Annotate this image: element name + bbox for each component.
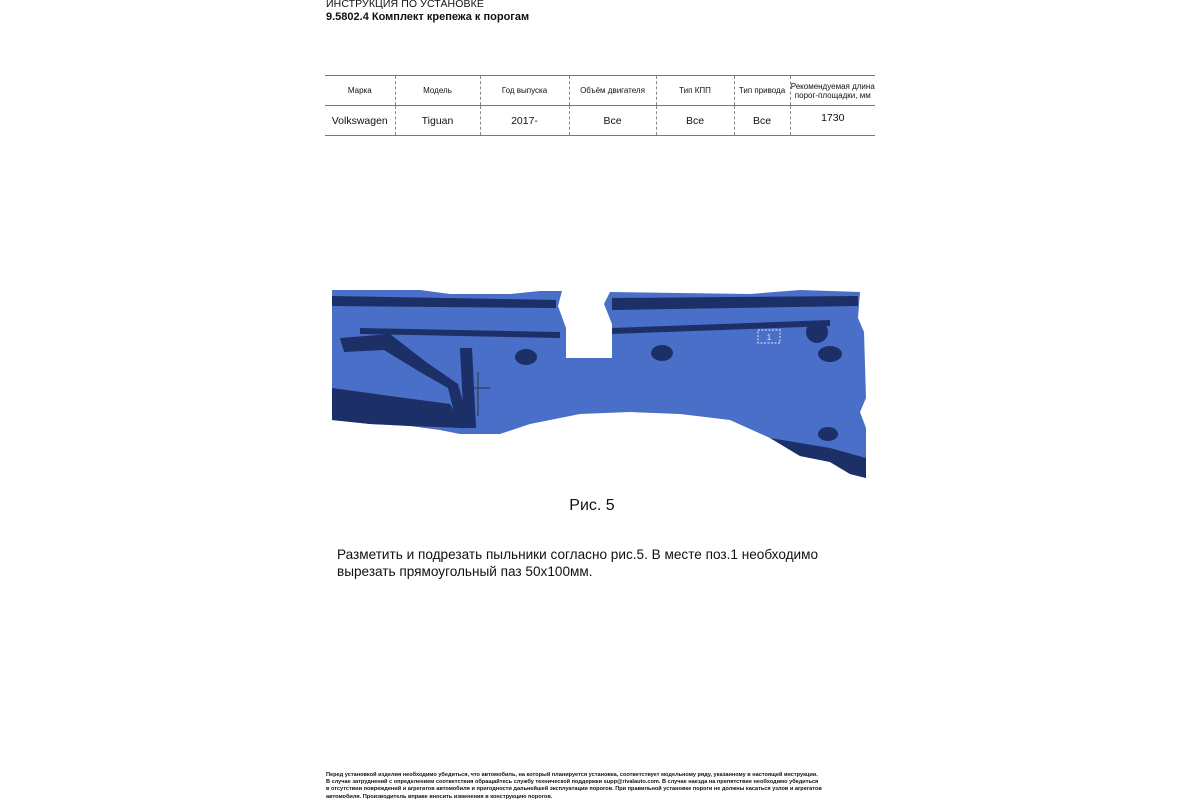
col-header-model: Модель <box>395 76 480 106</box>
cell-drive: Все <box>734 106 790 136</box>
cell-year: 2017- <box>480 106 569 136</box>
instruction-text: Разметить и подрезать пыльники согласно рис.5. В месте поз.1 необходимо вырезать прямоугольный паз 50х100мм. <box>337 547 819 579</box>
spec-header-row <box>325 76 875 106</box>
footer-line: автомобиля. Производитель вправе вносить изменения в конструкцию порогов. <box>326 793 553 800</box>
col-header-gearbox: Тип КПП <box>656 76 734 106</box>
position-1-label: 1 <box>766 333 772 342</box>
vehicle-spec-table <box>325 75 875 136</box>
cell-model: Tiguan <box>395 106 480 136</box>
footer-line: в отсутствии повреждений и агрегатов автомобиля и пригодности дальнейшей эксплуатации порогов. При правильной установке пороги не должны касаться узлов и агрегатов <box>326 786 822 793</box>
legal-footer <box>326 772 886 801</box>
cell-gearbox: Все <box>656 106 734 136</box>
document-title: 9.5802.4 Комплект крепежа к порогам <box>326 11 530 23</box>
footer-line: В случае затруднений с определением соответствия обращайтесь службу технической поддержки supp@rivalauto.com. В случае наезда на препятствие необходимо убедиться <box>326 779 819 786</box>
underbody-scan-figure <box>330 288 870 488</box>
col-header-drive: Тип привода <box>734 76 790 106</box>
figure-caption: Рис. 5 <box>569 497 615 514</box>
cell-engine: Все <box>569 106 656 136</box>
document-kicker: ИНСТРУКЦИЯ ПО УСТАНОВКЕ <box>326 0 484 10</box>
col-header-make: Марка <box>325 76 395 106</box>
table-row <box>325 106 875 136</box>
cell-make: Volkswagen <box>325 106 395 136</box>
col-header-engine: Объём двигателя <box>569 76 656 106</box>
footer-line: Перед установкой изделия необходимо убедиться, что автомобиль, на который планируется установка, соответствует модельному ряду, указанному в настоящей инструкции. <box>326 772 818 778</box>
underbody-panel <box>332 290 866 478</box>
cell-length: 1730 <box>790 106 875 136</box>
col-header-length: Рекомендуемая длина порог-площадки, мм <box>790 76 875 106</box>
col-header-year: Год выпуска <box>480 76 569 106</box>
